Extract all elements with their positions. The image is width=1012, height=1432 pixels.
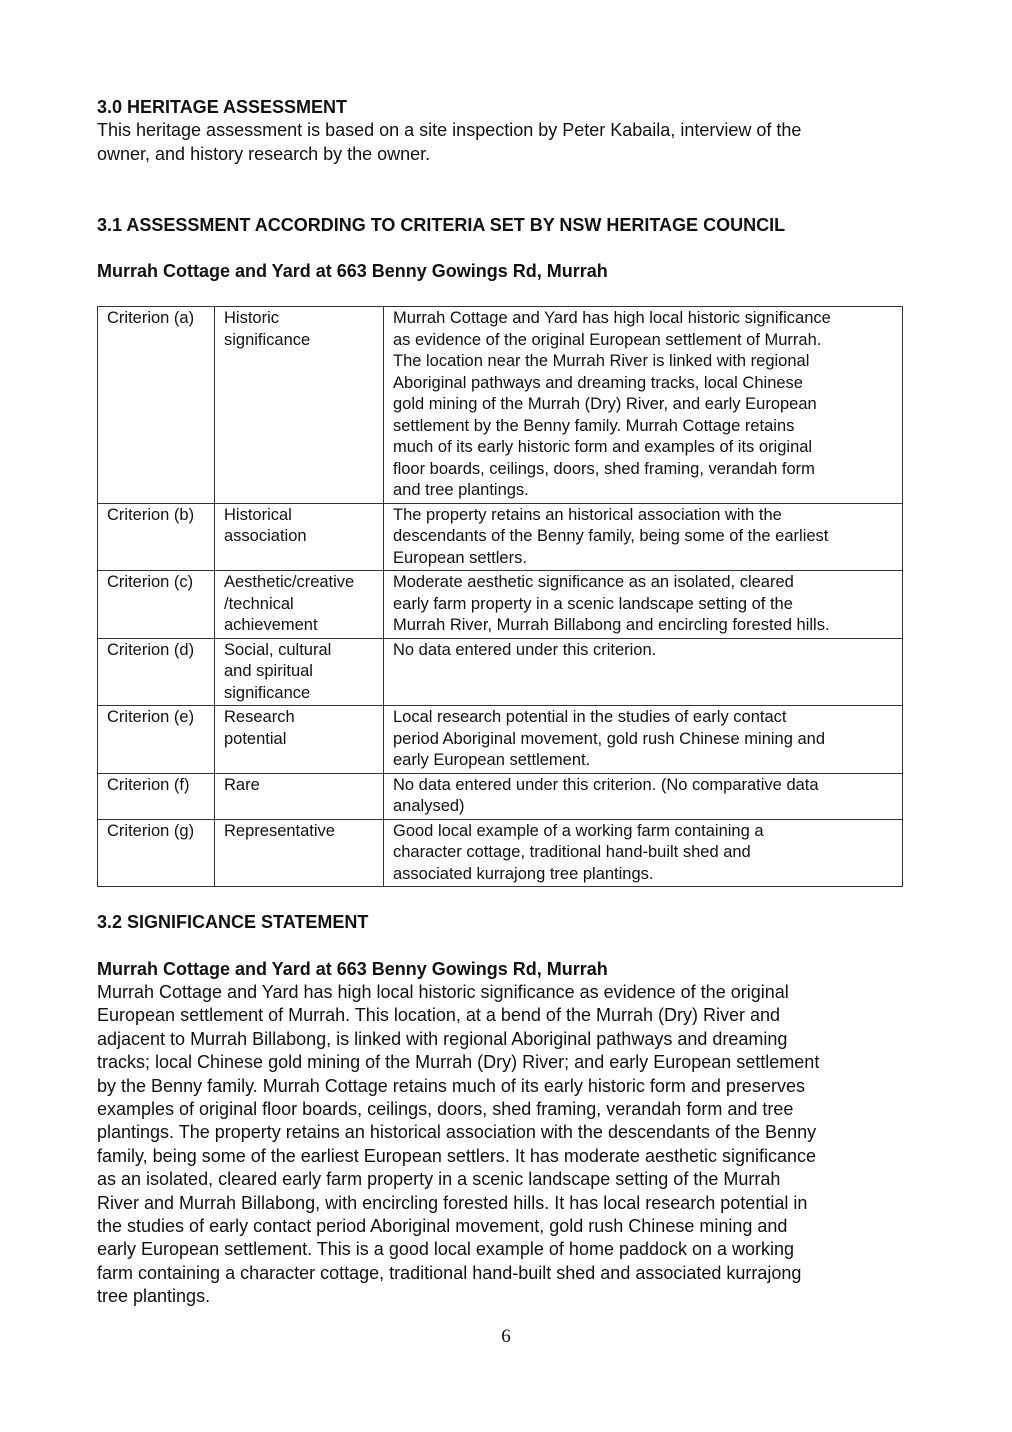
criterion-id: Criterion (c) bbox=[98, 571, 215, 639]
criterion-name-line: potential bbox=[224, 729, 287, 748]
criterion-description-line: Murrah Cottage and Yard has high local historic significance bbox=[393, 309, 831, 327]
criterion-name-line: association bbox=[224, 527, 307, 545]
heading-assessment-criteria: 3.1 ASSESSMENT ACCORDING TO CRITERIA SET BY NSW HERITAGE COUNCIL bbox=[97, 215, 786, 235]
criterion-description bbox=[384, 819, 903, 887]
criterion-description bbox=[384, 307, 903, 504]
criterion-name-line: Historical bbox=[224, 505, 292, 524]
criterion-description bbox=[384, 706, 903, 774]
statement-line: tracks; local Chinese gold mining of the Murrah (Dry) River; and early European settlement bbox=[97, 1052, 820, 1073]
statement-line: by the Benny family. Murrah Cottage retains much of its early historic form and preserves bbox=[97, 1075, 805, 1096]
criterion-description bbox=[384, 571, 903, 639]
statement-line: examples of original floor boards, ceilings, doors, shed framing, verandah form and tree bbox=[97, 1099, 794, 1120]
criterion-description bbox=[384, 773, 903, 819]
criteria-row bbox=[98, 706, 903, 774]
document-page bbox=[97, 96, 919, 1309]
significance-statement bbox=[97, 981, 919, 1309]
intro-line: owner, and history research by the owner. bbox=[97, 143, 431, 164]
criterion-description-line: The location near the Murrah River is linked with regional bbox=[393, 352, 810, 370]
criterion-description-line: early farm property in a scenic landscape setting of the bbox=[393, 594, 793, 613]
criterion-id: Criterion (f) bbox=[98, 773, 215, 819]
statement-line: farm containing a character cottage, traditional hand-built shed and associated kurrajong bbox=[97, 1262, 802, 1283]
statement-line: family, being some of the earliest European settlers. It has moderate aesthetic significance bbox=[97, 1145, 817, 1166]
criterion-name-line: Social, cultural bbox=[224, 640, 332, 659]
statement-line: Murrah Cottage and Yard has high local historic significance as evidence of the original bbox=[97, 982, 789, 1002]
criterion-name-line: Historic bbox=[224, 309, 280, 327]
criterion-id: Criterion (d) bbox=[98, 638, 215, 706]
criterion-name-line: and spiritual bbox=[224, 662, 313, 680]
criterion-description-line: gold mining of the Murrah (Dry) River, and early European bbox=[393, 395, 817, 413]
criterion-description-line: Local research potential in the studies of early contact bbox=[393, 708, 787, 726]
criterion-name bbox=[215, 638, 384, 706]
criterion-name-line: achievement bbox=[224, 616, 318, 634]
criterion-id: Criterion (g) bbox=[98, 819, 215, 887]
criterion-description-line: settlement by the Benny family. Murrah Cottage retains bbox=[393, 416, 795, 435]
criterion-name-line: /technical bbox=[224, 594, 294, 613]
criteria-row bbox=[98, 307, 903, 504]
criterion-name-line: Aesthetic/creative bbox=[224, 573, 355, 591]
criterion-description-line: period Aboriginal movement, gold rush Chinese mining and bbox=[393, 729, 826, 748]
criterion-description-line: and tree plantings. bbox=[393, 481, 529, 499]
criterion-name-line: Rare bbox=[224, 775, 260, 794]
criterion-id: Criterion (a) bbox=[98, 307, 215, 504]
criterion-description-line: descendants of the Benny family, being some of the earliest bbox=[393, 527, 829, 545]
criteria-table-body bbox=[98, 307, 903, 887]
criterion-name-line: Research bbox=[224, 708, 295, 726]
criteria-table bbox=[97, 306, 903, 887]
criteria-row bbox=[98, 819, 903, 887]
criterion-id: Criterion (e) bbox=[98, 706, 215, 774]
criteria-row bbox=[98, 503, 903, 571]
criterion-description-line: associated kurrajong tree plantings. bbox=[393, 864, 654, 883]
intro-paragraph bbox=[97, 119, 919, 166]
criteria-row bbox=[98, 571, 903, 639]
criterion-name bbox=[215, 706, 384, 774]
statement-line: early European settlement. This is a good local example of home paddock on a working bbox=[97, 1239, 795, 1260]
statement-line: plantings. The property retains an historical association with the descendants of the Benny bbox=[97, 1122, 817, 1143]
criterion-name bbox=[215, 819, 384, 887]
criterion-description-line: No data entered under this criterion. (No comparative data bbox=[393, 775, 819, 794]
criterion-description-line: as evidence of the original European settlement of Murrah. bbox=[393, 330, 822, 349]
criterion-description-line: European settlers. bbox=[393, 548, 527, 567]
subheading-property-statement: Murrah Cottage and Yard at 663 Benny Gowings Rd, Murrah bbox=[97, 959, 608, 979]
criterion-name-line: significance bbox=[224, 330, 311, 349]
criterion-name bbox=[215, 503, 384, 571]
heading-significance-statement: 3.2 SIGNIFICANCE STATEMENT bbox=[97, 912, 369, 932]
statement-line: adjacent to Murrah Billabong, is linked with regional Aboriginal pathways and dreaming bbox=[97, 1028, 788, 1049]
criterion-description-line: The property retains an historical association with the bbox=[393, 505, 782, 524]
statement-line: the studies of early contact period Aboriginal movement, gold rush Chinese mining and bbox=[97, 1216, 788, 1237]
statement-line: tree plantings. bbox=[97, 1286, 211, 1307]
subheading-property: Murrah Cottage and Yard at 663 Benny Gowings Rd, Murrah bbox=[97, 261, 608, 281]
criterion-id: Criterion (b) bbox=[98, 503, 215, 571]
criterion-description bbox=[384, 503, 903, 571]
criterion-description-line: much of its early historic form and examples of its original bbox=[393, 438, 813, 456]
criterion-name bbox=[215, 307, 384, 504]
criterion-name-line: significance bbox=[224, 683, 311, 702]
page-number: 6 bbox=[501, 1326, 511, 1347]
criterion-description-line: Moderate aesthetic significance as an isolated, cleared bbox=[393, 573, 794, 591]
criterion-description-line: floor boards, ceilings, doors, shed framing, verandah form bbox=[393, 459, 815, 478]
criteria-row bbox=[98, 773, 903, 819]
criterion-description-line: Aboriginal pathways and dreaming tracks, local Chinese bbox=[393, 373, 803, 392]
criterion-description-line: early European settlement. bbox=[393, 751, 591, 769]
criterion-description-line: Murrah River, Murrah Billabong and encircling forested hills. bbox=[393, 616, 830, 634]
statement-line: as an isolated, cleared early farm property in a scenic landscape setting of the Murrah bbox=[97, 1169, 781, 1190]
criteria-row bbox=[98, 638, 903, 706]
statement-line: European settlement of Murrah. This location, at a bend of the Murrah (Dry) River and bbox=[97, 1005, 780, 1026]
criterion-name bbox=[215, 571, 384, 639]
criterion-name bbox=[215, 773, 384, 819]
criterion-name-line: Representative bbox=[224, 821, 335, 840]
criterion-description bbox=[384, 638, 903, 706]
intro-line: This heritage assessment is based on a site inspection by Peter Kabaila, interview of the bbox=[97, 120, 802, 140]
statement-line: River and Murrah Billabong, with encircling forested hills. It has local research potential in bbox=[97, 1192, 808, 1213]
criterion-description-line: analysed) bbox=[393, 797, 465, 815]
criterion-description-line: character cottage, traditional hand-built shed and bbox=[393, 843, 751, 861]
heading-heritage-assessment: 3.0 HERITAGE ASSESSMENT bbox=[97, 97, 348, 117]
criterion-description-line: Good local example of a working farm containing a bbox=[393, 821, 764, 840]
criterion-description-line: No data entered under this criterion. bbox=[393, 640, 657, 659]
